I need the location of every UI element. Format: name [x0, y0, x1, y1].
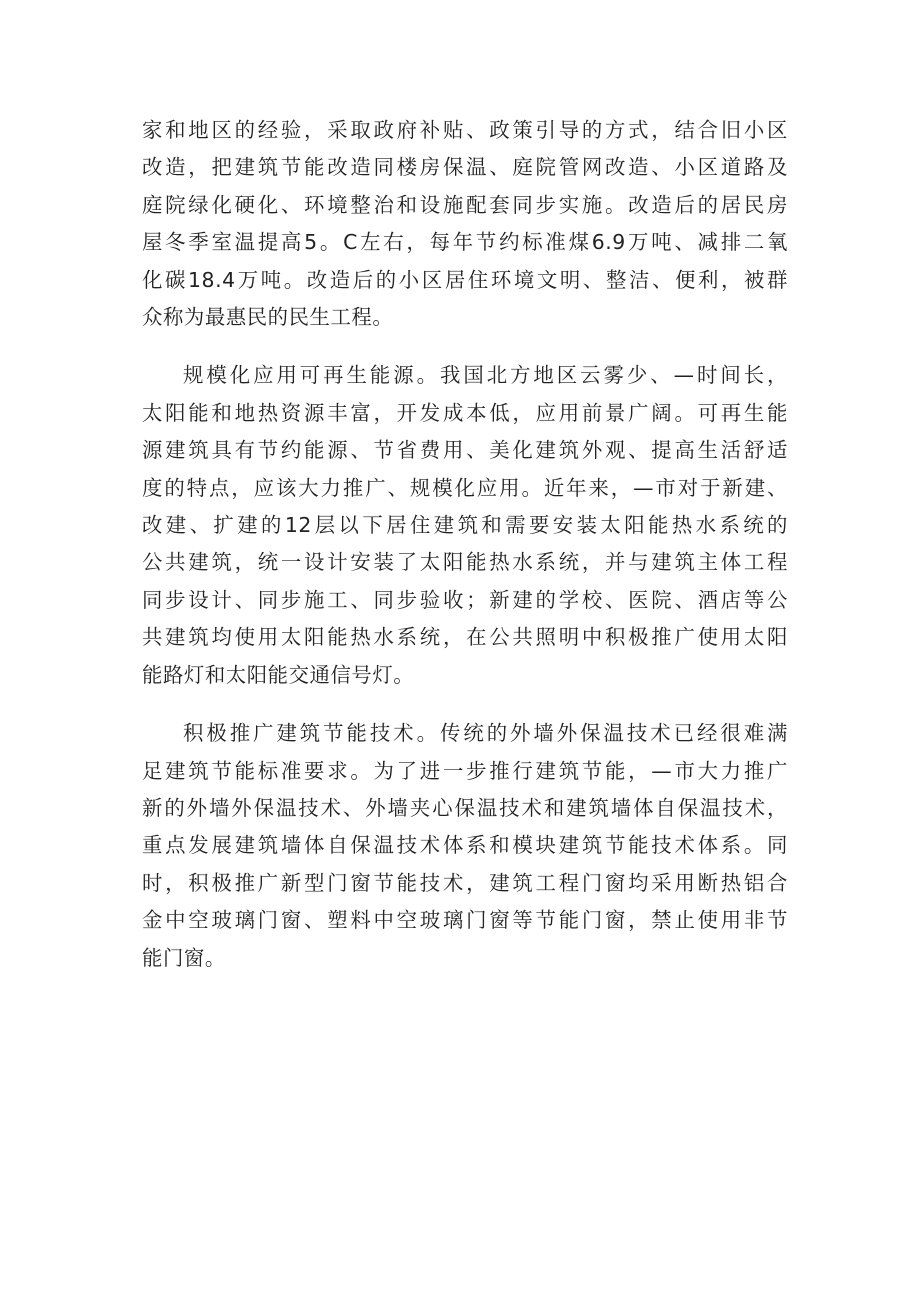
paragraph-line: 积极推广建筑节能技术。传统的外墙外保温技术已经很难满 — [183, 721, 788, 746]
paragraph-line: 能门窗。 — [142, 945, 226, 970]
paragraph-line: 家和地区的经验，采取政府补贴、政策引导的方式，结合旧小区 — [142, 118, 788, 142]
paragraph-1 — [142, 112, 788, 336]
paragraph-line: 源建筑具有节约能源、节省费用、美化建筑外观、提高生活舒适 — [142, 438, 788, 463]
paragraph-line: 改造，把建筑节能改造同楼房保温、庭院管网改造、小区道路及 — [142, 155, 788, 180]
paragraph-line: 金中空玻璃门窗、塑料中空玻璃门窗等节能门窗，禁止使用非节 — [142, 908, 788, 933]
paragraph-line: 共建筑均使用太阳能热水系统，在公共照明中积极推广使用太阳 — [142, 625, 788, 650]
paragraph-line: 新的外墙外保温技术、外墙夹心保温技术和建筑墙体自保温技术， — [142, 795, 788, 820]
paragraph-line: 规模化应用可再生能源。我国北方地区云雾少、—时间长， — [183, 363, 788, 388]
paragraph-line: 时，积极推广新型门窗节能技术，建筑工程门窗均采用断热铝合 — [142, 870, 788, 895]
paragraph-line: 能路灯和太阳能交通信号灯。 — [142, 662, 415, 687]
paragraph-line: 同步设计、同步施工、同步验收；新建的学校、医院、酒店等公 — [142, 587, 788, 612]
paragraph-line: 公共建筑，统一设计安装了太阳能热水系统，并与建筑主体工程 — [142, 550, 788, 575]
paragraph-line: 屋冬季室温提高5。C左右，每年节约标准煤6.9万吨、减排二氧 — [142, 230, 788, 255]
paragraph-line: 足建筑节能标准要求。为了进一步推行建筑节能，—市大力推广 — [142, 758, 788, 783]
paragraph-line: 度的特点，应该大力推广、规模化应用。近年来，—市对于新建、 — [142, 475, 788, 500]
paragraph-line: 庭院绿化硬化、环境整治和设施配套同步实施。改造后的居民房 — [142, 192, 788, 217]
paragraph-line: 众称为最惠民的民生工程。 — [142, 305, 394, 330]
paragraph-2 — [142, 357, 788, 694]
paragraph-line: 重点发展建筑墙体自保温技术体系和模块建筑节能技术体系。同 — [142, 833, 788, 858]
paragraph-line: 改建、扩建的12层以下居住建筑和需要安装太阳能热水系统的 — [142, 513, 788, 538]
paragraph-3 — [142, 715, 788, 977]
paragraph-line: 化碳18.4万吨。改造后的小区居住环境文明、整洁、便利，被群 — [142, 267, 788, 292]
paragraph-line: 太阳能和地热资源丰富，开发成本低，应用前景广阔。可再生能 — [142, 400, 788, 425]
document-body — [142, 112, 788, 977]
